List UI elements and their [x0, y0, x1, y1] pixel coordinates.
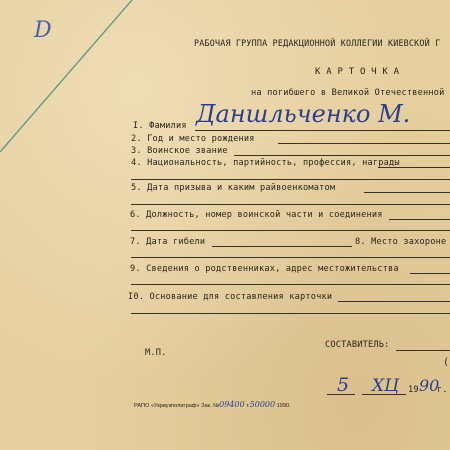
compiler-label: СОСТАВИТЕЛЬ: [325, 340, 390, 350]
print-run: 50000 [249, 400, 276, 409]
field-3-underline [234, 155, 450, 156]
field-4-underline-2 [131, 179, 450, 180]
field-10-underline [338, 301, 450, 302]
field-6-underline [389, 219, 450, 220]
printer-imprint: РАПО «Укрвузполиграф» Зак. №09400 т.50000 1990. [134, 400, 291, 409]
field-9-underline-2 [131, 284, 450, 285]
field-4-label: 4. Национальность, партийность, профессия, награды [131, 158, 400, 168]
field-6-underline-2 [131, 230, 450, 231]
date-year-prefix: 19 [408, 385, 419, 395]
field-2-label: 2. Год и место рождения [131, 134, 255, 144]
date-month: ХЦ [372, 376, 399, 396]
compiler-signature-line [396, 350, 450, 351]
field-3-label: 3. Воинское звание [131, 146, 228, 156]
field-9-label: 9. Сведения о родственниках, адрес местожительства [130, 264, 399, 274]
field-10-label: I0. Основание для составления карточки [128, 292, 333, 302]
field-7-underline-2 [131, 257, 450, 258]
field-1-value: Даншльченко М. [196, 100, 411, 128]
field-1-label: I. Фамилия [133, 121, 187, 131]
order-number: 09400 [219, 400, 245, 409]
field-4-underline [378, 167, 450, 168]
date-day: 5 [337, 374, 350, 396]
compiler-paren: ( [443, 357, 450, 368]
date-month-line [362, 394, 406, 395]
field-5-label: 5. Дата призыва и каким райвоенкоматом [131, 183, 336, 193]
date-suffix: г. [437, 385, 448, 395]
field-5-underline [364, 192, 450, 193]
field-6-label: 6. Должность, номер воинской части и соединения [130, 210, 383, 220]
date-year: 90 [419, 376, 440, 395]
corner-letter-mark: D [34, 18, 52, 43]
header-subtitle: на погибшего в Великой Отечественной [251, 88, 445, 98]
date-day-line [327, 394, 355, 395]
field-8-label: 8. Место захороне [355, 237, 447, 247]
field-2-underline [278, 143, 450, 144]
header-org: РАБОЧАЯ ГРУППА РЕДАКЦИОННОЙ КОЛЛЕГИИ КИЕВСКОЙ Г [194, 38, 441, 48]
field-7-underline [212, 246, 352, 247]
stamp-place-label: М.П. [145, 348, 167, 358]
field-10-underline-2 [131, 313, 450, 314]
header-title: К А Р Т О Ч К А [315, 67, 400, 77]
field-1-underline [195, 130, 450, 131]
field-9-underline [410, 273, 450, 274]
field-5-underline-2 [131, 204, 450, 205]
field-7-label: 7. Дата гибели [130, 237, 206, 247]
